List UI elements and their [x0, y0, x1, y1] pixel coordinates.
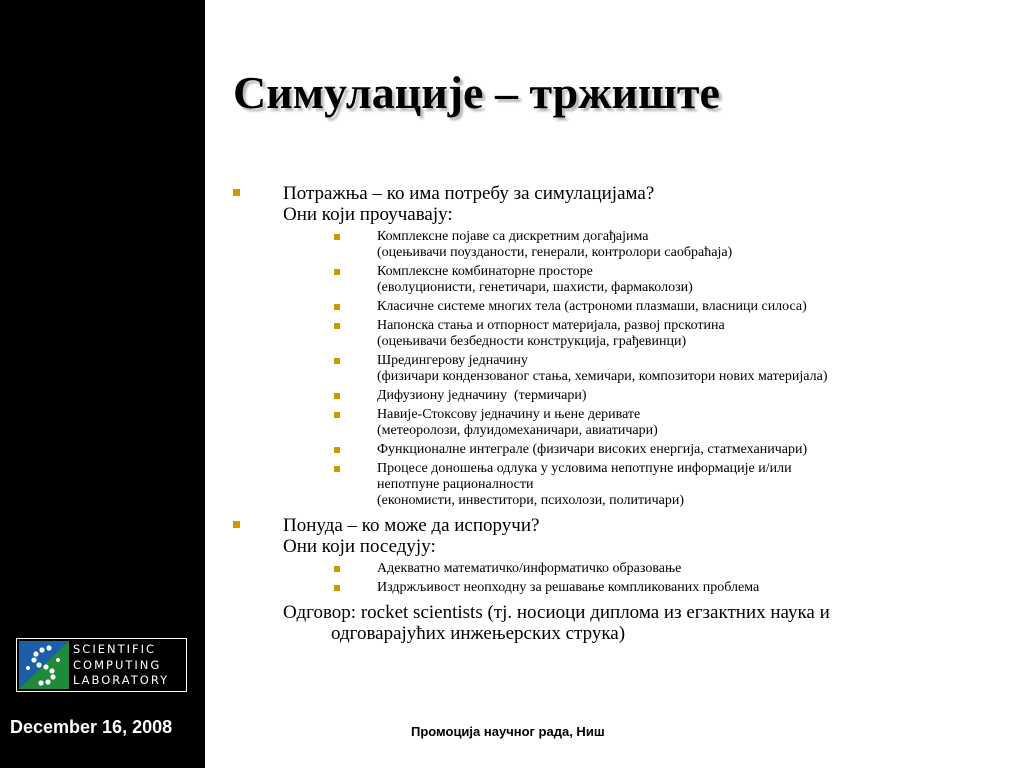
section-heading: Потражња – ко има потребу за симулацијама?: [283, 183, 655, 204]
section-heading: Понуда – ко може да испоручи?: [283, 515, 540, 536]
dots-s-icon: [19, 641, 69, 689]
square-bullet-icon: [233, 521, 240, 528]
item-line: Процесе доношења одлука у условима непотпуне информације и/или: [377, 461, 792, 476]
list-item: [233, 442, 1003, 458]
slide-footer: Промоција научног рада, Ниш: [411, 724, 605, 739]
list-item: [233, 388, 1003, 404]
item-line: Комплексне појаве са дискретним догађајима: [377, 229, 649, 244]
item-line: (физичари кондензованог стања, хемичари, композитори нових материјала): [377, 369, 828, 384]
left-sidebar-band: [0, 0, 205, 768]
section-supply: [233, 515, 1003, 557]
square-bullet-icon: [233, 189, 240, 196]
item-line: Адекватно математичко/информатичко образовање: [377, 561, 682, 576]
logo-line: SCIENTIFIC: [73, 642, 157, 656]
square-bullet-icon: [334, 585, 340, 591]
answer-paragraph: [233, 602, 1003, 644]
logo-text: [73, 642, 169, 689]
list-item: [233, 580, 1003, 596]
item-line: Шредингерову једначину: [377, 353, 528, 368]
demand-list: [233, 229, 1003, 509]
answer-line: одговарајућих инжењерских струка): [331, 623, 626, 644]
item-line: Комплексне комбинаторне просторе: [377, 264, 593, 279]
square-bullet-icon: [334, 566, 340, 572]
square-bullet-icon: [334, 393, 340, 399]
list-item: [233, 561, 1003, 577]
list-item: [233, 407, 1003, 439]
square-bullet-icon: [334, 304, 340, 310]
slide-content: [233, 183, 1003, 644]
square-bullet-icon: [334, 466, 340, 472]
item-line: Класичне системе многих тела (астрономи плазмаши, власници силоса): [377, 299, 807, 314]
list-item: [233, 318, 1003, 350]
logo-line: LABORATORY: [73, 673, 170, 687]
list-item: [233, 353, 1003, 385]
square-bullet-icon: [334, 323, 340, 329]
section-subheading: Они који поседују:: [283, 536, 436, 557]
section-demand: [233, 183, 1003, 225]
square-bullet-icon: [334, 412, 340, 418]
list-item: [233, 461, 1003, 509]
list-item: [233, 264, 1003, 296]
item-line: (метеоролози, флуидомеханичари, авиатичари): [377, 423, 658, 438]
scientific-computing-laboratory-logo: [16, 638, 187, 692]
logo-mark-icon: [19, 641, 69, 689]
item-line: Напонска стања и отпорност материјала, развој прскотина: [377, 318, 725, 333]
list-item: [233, 229, 1003, 261]
square-bullet-icon: [334, 358, 340, 364]
answer-line: Одговор: rocket scientists (тј. носиоци диплома из егзактних наука и: [283, 602, 830, 623]
square-bullet-icon: [334, 269, 340, 275]
item-line: Функционалне интеграле (физичари високих енергија, статмеханичари): [377, 442, 808, 457]
item-line: Навије-Стоксову једначину и њене деривате: [377, 407, 641, 422]
item-line: непотпуне рационалности: [377, 477, 534, 492]
square-bullet-icon: [334, 447, 340, 453]
item-line: Дифузиону једначину (термичари): [377, 388, 587, 403]
slide-title: Симулације – тржиште: [233, 67, 720, 118]
square-bullet-icon: [334, 234, 340, 240]
item-line: (еволуционисти, генетичари, шахисти, фармаколози): [377, 280, 693, 295]
item-line: (оцењивачи безбедности конструкција, грађевинци): [377, 334, 687, 349]
section-subheading: Они који проучавају:: [283, 204, 453, 225]
item-line: (економисти, инвеститори, психолози, политичари): [377, 493, 684, 508]
slide-date: December 16, 2008: [10, 717, 173, 737]
logo-line: COMPUTING: [73, 657, 162, 672]
supply-list: [233, 561, 1003, 596]
item-line: (оцењивачи поузданости, генерали, контролори саобраћаја): [377, 245, 733, 260]
list-item: [233, 299, 1003, 315]
item-line: Издржљивост неопходну за решавање компликованих проблема: [377, 580, 760, 595]
